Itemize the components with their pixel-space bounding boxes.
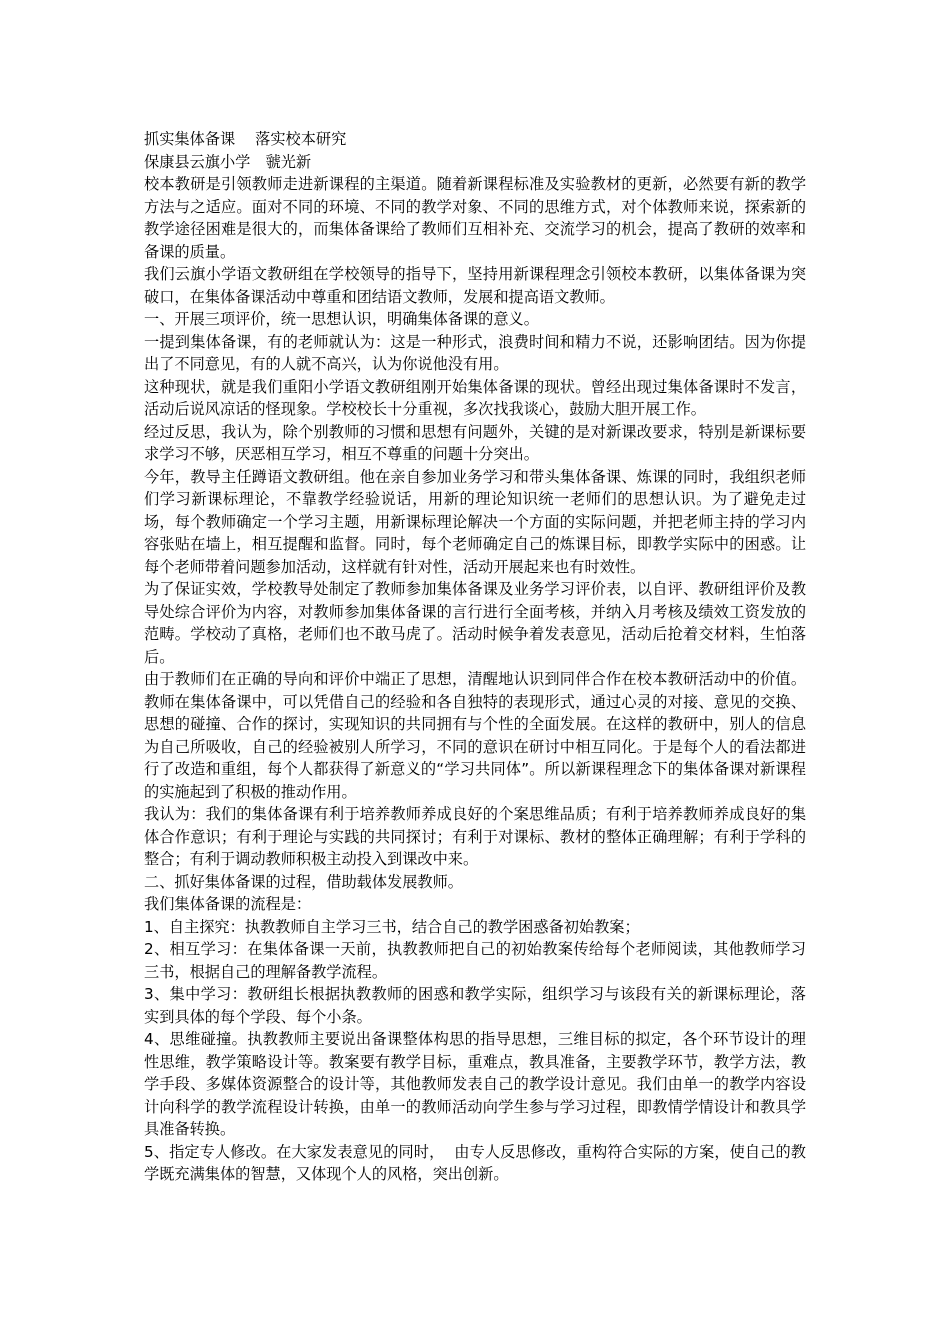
paragraph-intro: 校本教研是引领教师走进新课程的主渠道。随着新课程标准及实验教材的更新，必然要有新的教学方法与之适应。面对不同的环境、不同的教学对象、不同的思维方式，对个体教师来说，探索新的教学途径困难是很大的，而集体备课给了教师们互相补充、交流学习的机会，提高了教研的效率和备课的质量。 (144, 175, 806, 261)
list-item: 1、自主探究：执教教师自主学习三书，结合自己的教学困惑备初始教案； (144, 917, 640, 936)
document-page (144, 128, 806, 1186)
paragraph: 今年，教导主任蹲语文教研组。他在亲自参加业务学习和带头集体备课、炼课的同时，我组织老师们学习新课标理论，不靠教学经验说话，用新的理论知识统一老师们的思想认识。为了避免走过场，每个教师确定一个学习主题，用新课标理论解决一个方面的实际问题，并把老师主持的学习内容张贴在墙上，相互提醒和监督。同时，每个老师确定自己的炼课目标，即教学实际中的困惑。让每个老师带着问题参加活动，这样就有针对性，活动开展起来也有时效性。 (144, 467, 806, 576)
document-title: 抓实集体备课 落实校本研究 (144, 130, 347, 148)
section-heading-two: 二、抓好集体备课的过程，借助载体发展教师。 (144, 872, 463, 891)
list-item: 5、指定专人修改。在大家发表意见的同时， 由专人反思修改，重构符合实际的方案，使自己的教学既充满集体的智慧，又体现个人的风格，突出创新。 (144, 1142, 806, 1183)
paragraph: 一提到集体备课，有的老师就认为：这是一种形式，浪费时间和精力不说，还影响团结。因为你提出了不同意见，有的人就不高兴，认为你说他没有用。 (144, 332, 806, 373)
paragraph-group-goal: 我们云旗小学语文教研组在学校领导的指导下，坚持用新课程理念引领校本教研，以集体备课为突破口，在集体备课活动中尊重和团结语文教师，发展和提高语文教师。 (144, 265, 806, 306)
list-item: 2、相互学习：在集体备课一天前，执教教师把自己的初始教案传给每个老师阅读，其他教师学习三书，根据自己的理解备教学流程。 (144, 940, 806, 981)
paragraph: 为了保证实效，学校教导处制定了教师参加集体备课及业务学习评价表，以自评、教研组评价及教导处综合评价为内容，对教师参加集体备课的言行进行全面考核，并纳入月考核及绩效工资发放的范畴。学校动了真格，老师们也不敢马虎了。活动时候争着发表意见，活动后抢着交材料，生怕落后。 (144, 580, 806, 666)
document-author: 保康县云旗小学 虢光新 (144, 152, 312, 171)
paragraph: 我们集体备课的流程是： (144, 895, 312, 913)
paragraph: 经过反思，我认为，除个别教师的习惯和思想有问题外，关键的是对新课改要求，特别是新课标要求学习不够，厌恶相互学习，相互不尊重的问题十分突出。 (144, 422, 806, 463)
list-item: 4、思维碰撞。执教教师主要说出备课整体构思的指导思想，三维目标的拟定，各个环节设计的理性思维，教学策略设计等。教案要有教学目标，重难点，教具准备，主要教学环节，教学方法，教学手段、多媒体资源整合的设计等，其他教师发表自己的教学设计意见。我们由单一的教学内容设计向科学的教学流程设计转换，由单一的教师活动向学生参与学习过程，即教情学情设计和教具学具准备转换。 (144, 1030, 806, 1138)
paragraph: 我认为：我们的集体备课有利于培养教师养成良好的个案思维品质；有利于培养教师养成良好的集体合作意识；有利于理论与实践的共同探讨；有利于对课标、教材的整体正确理解；有利于学科的整合；有利于调动教师积极主动投入到课改中来。 (144, 805, 806, 868)
list-item: 3、集中学习：教研组长根据执教教师的困惑和教学实际，组织学习与该段有关的新课标理论，落实到具体的每个学段、每个小条。 (144, 985, 806, 1026)
paragraph: 这种现状，就是我们重阳小学语文教研组刚开始集体备课的现状。曾经出现过集体备课时不发言，活动后说风凉话的怪现象。学校校长十分重视，多次找我谈心，鼓励大胆开展工作。 (144, 377, 806, 418)
paragraph: 由于教师们在正确的导向和评价中端正了思想，清醒地认识到同伴合作在校本教研活动中的价值。教师在集体备课中，可以凭借自己的经验和各自独特的表现形式，通过心灵的对接、意见的交换、思想的碰撞、合作的探讨，实现知识的共同拥有与个性的全面发展。在这样的教研中，别人的信息为自己所吸收，自己的经验被别人所学习，不同的意识在研讨中相互同化。于是每个人的看法都进行了改造和重组，每个人都获得了新意义的“学习共同体”。所以新课程理念下的集体备课对新课程的实施起到了积极的推动作用。 (144, 670, 806, 801)
section-heading-one: 一、开展三项评价，统一思想认识，明确集体备课的意义。 (144, 310, 539, 328)
